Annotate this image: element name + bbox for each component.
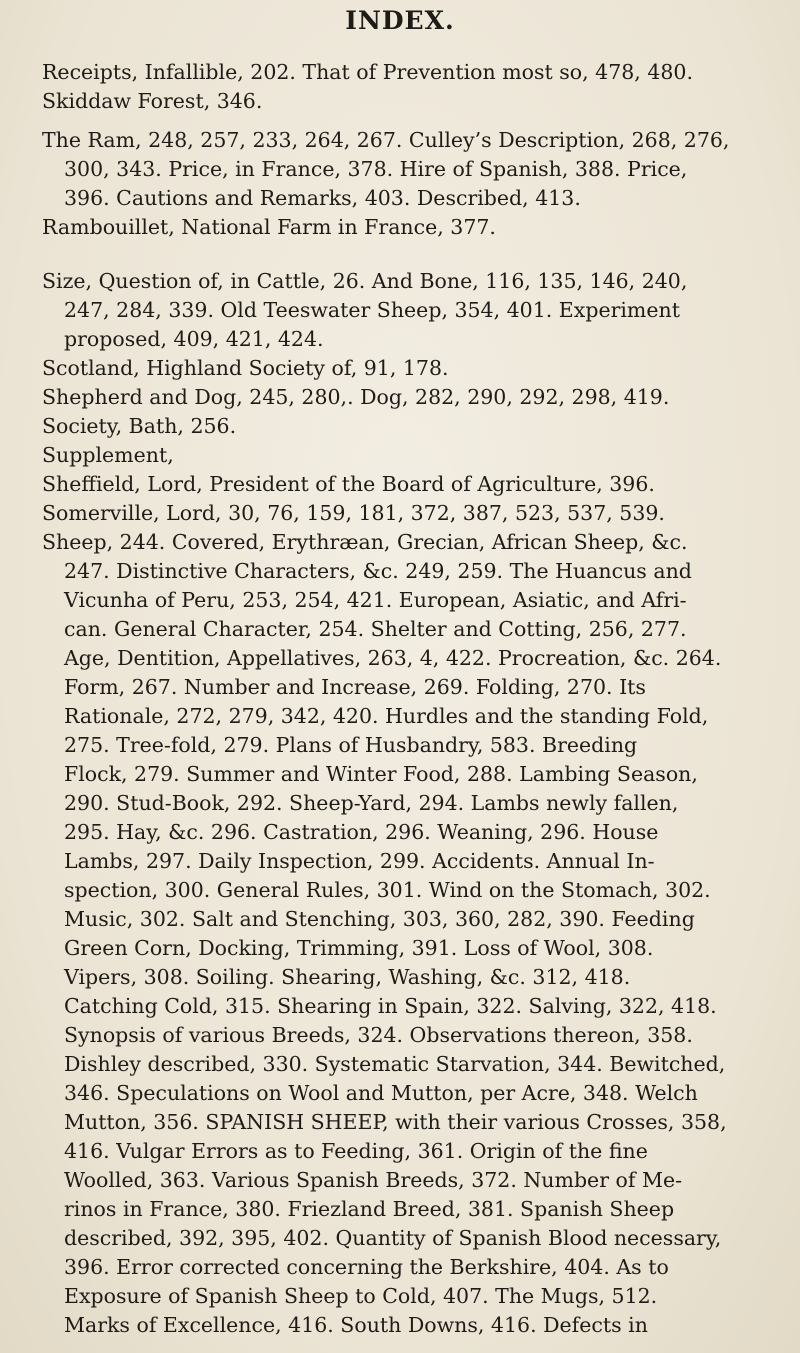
index-line: Age, Dentition, Appellatives, 263, 4, 422. Procreation, &c. 264. (64, 646, 722, 670)
index-line: Sheep, 244. Covered, Erythræan, Grecian, African Sheep, &c. (42, 530, 688, 554)
index-line: 396. Error corrected concerning the Berkshire, 404. As to (64, 1255, 669, 1279)
index-line: 396. Cautions and Remarks, 403. Described, 413. (64, 186, 581, 210)
index-line: Green Corn, Docking, Trimming, 391. Loss of Wool, 308. (64, 936, 654, 960)
index-line: Somerville, Lord, 30, 76, 159, 181, 372, 387, 523, 537, 539. (42, 501, 665, 525)
index-line: Vipers, 308. Soiling. Shearing, Washing, &c. 312, 418. (64, 965, 631, 989)
index-line: 247, 284, 339. Old Teeswater Sheep, 354, 401. Experiment (64, 298, 680, 322)
index-line: Vicunha of Peru, 253, 254, 421. European, Asiatic, and Afri- (64, 588, 687, 612)
index-line: Exposure of Spanish Sheep to Cold, 407. The Mugs, 512. (64, 1284, 658, 1308)
index-line: Form, 267. Number and Increase, 269. Folding, 270. Its (64, 675, 646, 699)
index-line: 416. Vulgar Errors as to Feeding, 361. Origin of the fine (64, 1139, 648, 1163)
index-line: Skiddaw Forest, 346. (42, 89, 263, 113)
index-entries (42, 58, 766, 1340)
index-line: Rationale, 272, 279, 342, 420. Hurdles and the standing Fold, (64, 704, 709, 728)
index-line: 346. Speculations on Wool and Mutton, per Acre, 348. Welch (64, 1081, 698, 1105)
index-line: Supplement, (42, 443, 174, 467)
index-line: proposed, 409, 421, 424. (64, 327, 324, 351)
index-line: 295. Hay, &c. 296. Castration, 296. Weaning, 296. House (64, 820, 659, 844)
index-entry (42, 267, 766, 1340)
index-line: 275. Tree-fold, 279. Plans of Husbandry, 583. Breeding (64, 733, 638, 757)
index-line: Scotland, Highland Society of, 91, 178. (42, 356, 449, 380)
index-line: Shepherd and Dog, 245, 280,. Dog, 282, 290, 292, 298, 419. (42, 385, 670, 409)
index-line: Flock, 279. Summer and Winter Food, 288. Lambing Season, (64, 762, 698, 786)
index-line: Lambs, 297. Daily Inspection, 299. Accidents. Annual In- (64, 849, 655, 873)
index-line: described, 392, 395, 402. Quantity of Spanish Blood necessary, (64, 1226, 722, 1250)
index-line: Marks of Excellence, 416. South Downs, 416. Defects in (64, 1313, 648, 1337)
index-line: 247. Distinctive Characters, &c. 249, 259. The Huancus and (64, 559, 692, 583)
index-line: Woolled, 363. Various Spanish Breeds, 372. Number of Me- (64, 1168, 683, 1192)
index-line: 290. Stud-Book, 292. Sheep-Yard, 294. Lambs newly fallen, (64, 791, 679, 815)
index-line: rinos in France, 380. Friezland Breed, 381. Spanish Sheep (64, 1197, 675, 1221)
index-entry (42, 126, 766, 242)
page-header: INDEX. (345, 6, 455, 35)
index-line: Receipts, Infallible, 202. That of Prevention most so, 478, 480. (42, 60, 693, 84)
index-line: Size, Question of, in Cattle, 26. And Bone, 116, 135, 146, 240, (42, 269, 688, 293)
index-line: Mutton, 356. SPANISH SHEEP, with their various Crosses, 358, (64, 1110, 727, 1134)
index-line: Sheffield, Lord, President of the Board of Agriculture, 396. (42, 472, 655, 496)
index-line: can. General Character, 254. Shelter and Cotting, 256, 277. (64, 617, 687, 641)
index-line: Society, Bath, 256. (42, 414, 237, 438)
index-line: Rambouillet, National Farm in France, 377. (42, 215, 496, 239)
index-line: The Ram, 248, 257, 233, 264, 267. Culley’s Description, 268, 276, (42, 128, 730, 152)
index-line: Music, 302. Salt and Stenching, 303, 360, 282, 390. Feeding (64, 907, 695, 931)
index-line: Dishley described, 330. Systematic Starvation, 344. Bewitched, (64, 1052, 726, 1076)
index-line: 300, 343. Price, in France, 378. Hire of Spanish, 388. Price, (64, 157, 688, 181)
index-line: Catching Cold, 315. Shearing in Spain, 322. Salving, 322, 418. (64, 994, 717, 1018)
index-entry (42, 58, 766, 116)
index-line: spection, 300. General Rules, 301. Wind on the Stomach, 302. (64, 878, 711, 902)
index-line: Synopsis of various Breeds, 324. Observations thereon, 358. (64, 1023, 693, 1047)
